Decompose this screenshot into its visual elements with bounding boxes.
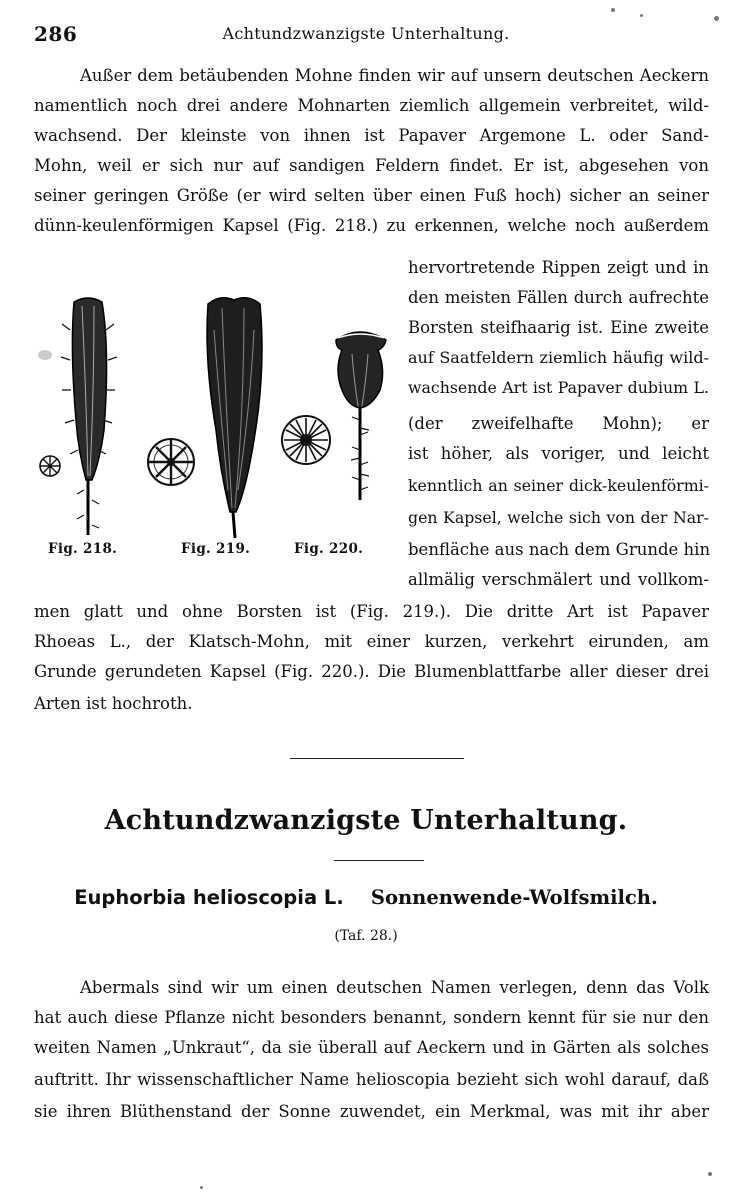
figure-caption-220: Fig. 220. <box>294 541 364 557</box>
text-line: auf Saatfeldern ziemlich häufig wild- <box>408 348 709 367</box>
running-title: Achtundzwanzigste Unterhaltung. <box>222 24 510 43</box>
scan-speck <box>714 16 719 21</box>
text-line: Grunde gerundeten Kapsel (Fig. 220.). Die Blumenblattfarbe aller dieser drei <box>34 662 709 681</box>
scan-smudge <box>38 350 52 360</box>
plate-reference: (Taf. 28.) <box>334 928 398 944</box>
text-line: hat auch diese Pflanze nicht besonders benannt, sondern kennt für sie nur den <box>34 1008 709 1027</box>
text-line: hervortretende Rippen zeigt und in <box>408 258 709 277</box>
figure-group-poppy-capsules <box>30 290 400 565</box>
running-header <box>34 22 698 46</box>
text-line: Borsten steifhaarig ist. Eine zweite <box>408 318 709 337</box>
text-line: seiner geringen Größe (er wird selten über einen Fuß hoch) sicher an seiner <box>34 186 709 205</box>
text-line: Rhoeas L., der Klatsch-Mohn, mit einer kurzen, verkehrt eirunden, am <box>34 632 709 651</box>
chapter-title: Achtundzwanzigste Unterhaltung. <box>104 805 628 836</box>
text-line: benfläche aus nach dem Grunde hin <box>408 540 711 559</box>
fig-220-capsule <box>336 332 386 500</box>
scan-speck <box>640 14 643 17</box>
text-line: weiten Namen „Unkraut“, da sie überall auf Aeckern und in Gärten als solches <box>34 1038 709 1057</box>
species-latin-name: Euphorbia helioscopia L. <box>74 886 344 909</box>
text-line: men glatt und ohne Borsten ist (Fig. 219.). Die dritte Art ist Papaver <box>34 602 709 621</box>
title-underline-rule <box>334 860 424 861</box>
text-line: kenntlich an seiner dick-keulenförmi- <box>408 476 709 495</box>
text-line: Abermals sind wir um einen deutschen Namen verlegen, denn das Volk <box>80 978 709 997</box>
figure-caption-219: Fig. 219. <box>181 541 251 557</box>
text-line: ist höher, als voriger, und leicht <box>408 444 709 463</box>
section-divider <box>290 758 464 759</box>
text-line: den meisten Fällen durch aufrechte <box>408 288 709 307</box>
text-line: sie ihren Blüthenstand der Sonne zuwendet, ein Merkmal, was mit ihr aber <box>34 1102 709 1121</box>
text-line: dünn-keulenförmigen Kapsel (Fig. 218.) zu erkennen, welche noch außerdem <box>34 216 709 235</box>
poppy-capsules-illustration <box>30 290 400 540</box>
text-line: auftritt. Ihr wissenschaftlicher Name helioscopia bezieht sich wohl darauf, daß <box>34 1070 709 1089</box>
figure-caption-218: Fig. 218. <box>48 541 118 557</box>
text-line: wachsende Art ist Papaver dubium L. <box>408 378 709 397</box>
text-line: gen Kapsel, welche sich von der Nar- <box>408 508 709 527</box>
text-line: Arten ist hochroth. <box>34 694 193 713</box>
text-line: (der zweifelhafte Mohn); er <box>408 414 709 433</box>
text-line: Mohn, weil er sich nur auf sandigen Feldern findet. Er ist, abgesehen von <box>34 156 709 175</box>
fig-219-stigma-disk <box>148 439 194 485</box>
text-line: namentlich noch drei andere Mohnarten ziemlich allgemein verbreitet, wild- <box>34 96 709 115</box>
species-heading <box>0 886 732 909</box>
fig-218-capsule <box>61 298 117 535</box>
fig-219-capsule <box>207 298 262 538</box>
fig-220-stigma-disk <box>282 416 330 464</box>
text-line: wachsend. Der kleinste von ihnen ist Papaver Argemone L. oder Sand- <box>34 126 709 145</box>
species-german-name: Sonnenwende-Wolfsmilch. <box>370 886 658 909</box>
scan-speck <box>200 1186 203 1189</box>
scan-speck <box>611 8 615 12</box>
scan-speck <box>708 1172 712 1176</box>
page-number: 286 <box>34 22 78 46</box>
text-line: Außer dem betäubenden Mohne finden wir auf unsern deutschen Aeckern <box>80 66 709 85</box>
text-line: allmälig verschmälert und vollkom- <box>408 570 709 589</box>
fig-218-stigma-disk <box>40 456 60 476</box>
